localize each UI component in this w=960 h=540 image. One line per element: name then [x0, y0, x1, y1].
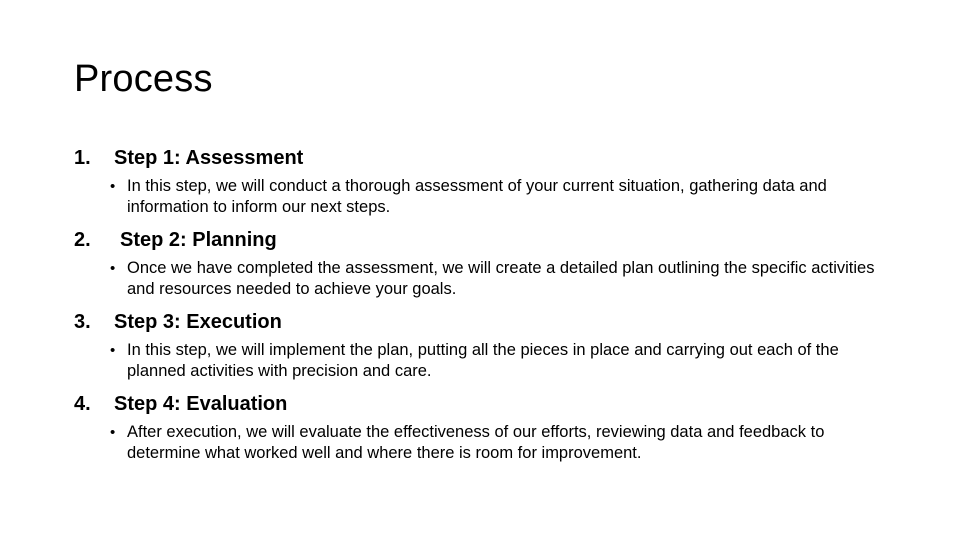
step-title: Step 1: Assessment	[114, 147, 304, 169]
step-number: 4.	[74, 393, 91, 415]
step-heading	[74, 144, 904, 172]
step-description-text: In this step, we will implement the plan, putting all the pieces in place and carrying out each of the planned activities with precision and care.	[127, 341, 839, 380]
step-description	[74, 340, 897, 382]
step-heading	[74, 308, 904, 336]
step-title: Step 2: Planning	[120, 229, 277, 251]
bullet-icon: •	[110, 260, 116, 277]
step-heading	[74, 390, 904, 418]
slide-title: Process	[74, 58, 213, 100]
step-description	[74, 258, 897, 300]
step-title: Step 3: Execution	[114, 311, 282, 333]
step-description-text: In this step, we will conduct a thorough assessment of your current situation, gathering data and information to inform our next steps.	[127, 177, 827, 216]
step-description-text: Once we have completed the assessment, we will create a detailed plan outlining the specific activities and resources needed to achieve your goals.	[127, 259, 875, 298]
step-item	[74, 390, 904, 464]
step-number: 2.	[74, 229, 91, 251]
bullet-icon: •	[110, 342, 116, 359]
step-description	[74, 176, 897, 218]
step-item	[74, 144, 904, 218]
step-item	[74, 308, 904, 382]
bullet-icon: •	[110, 424, 116, 441]
bullet-icon: •	[110, 178, 116, 195]
step-number: 1.	[74, 147, 91, 169]
step-description-text: After execution, we will evaluate the effectiveness of our efforts, reviewing data and feedback to determine what worked well and where there is room for improvement.	[127, 423, 825, 462]
step-heading	[74, 226, 904, 254]
step-number: 3.	[74, 311, 91, 333]
step-description	[74, 422, 897, 464]
step-title: Step 4: Evaluation	[114, 393, 288, 415]
step-item	[74, 226, 904, 300]
